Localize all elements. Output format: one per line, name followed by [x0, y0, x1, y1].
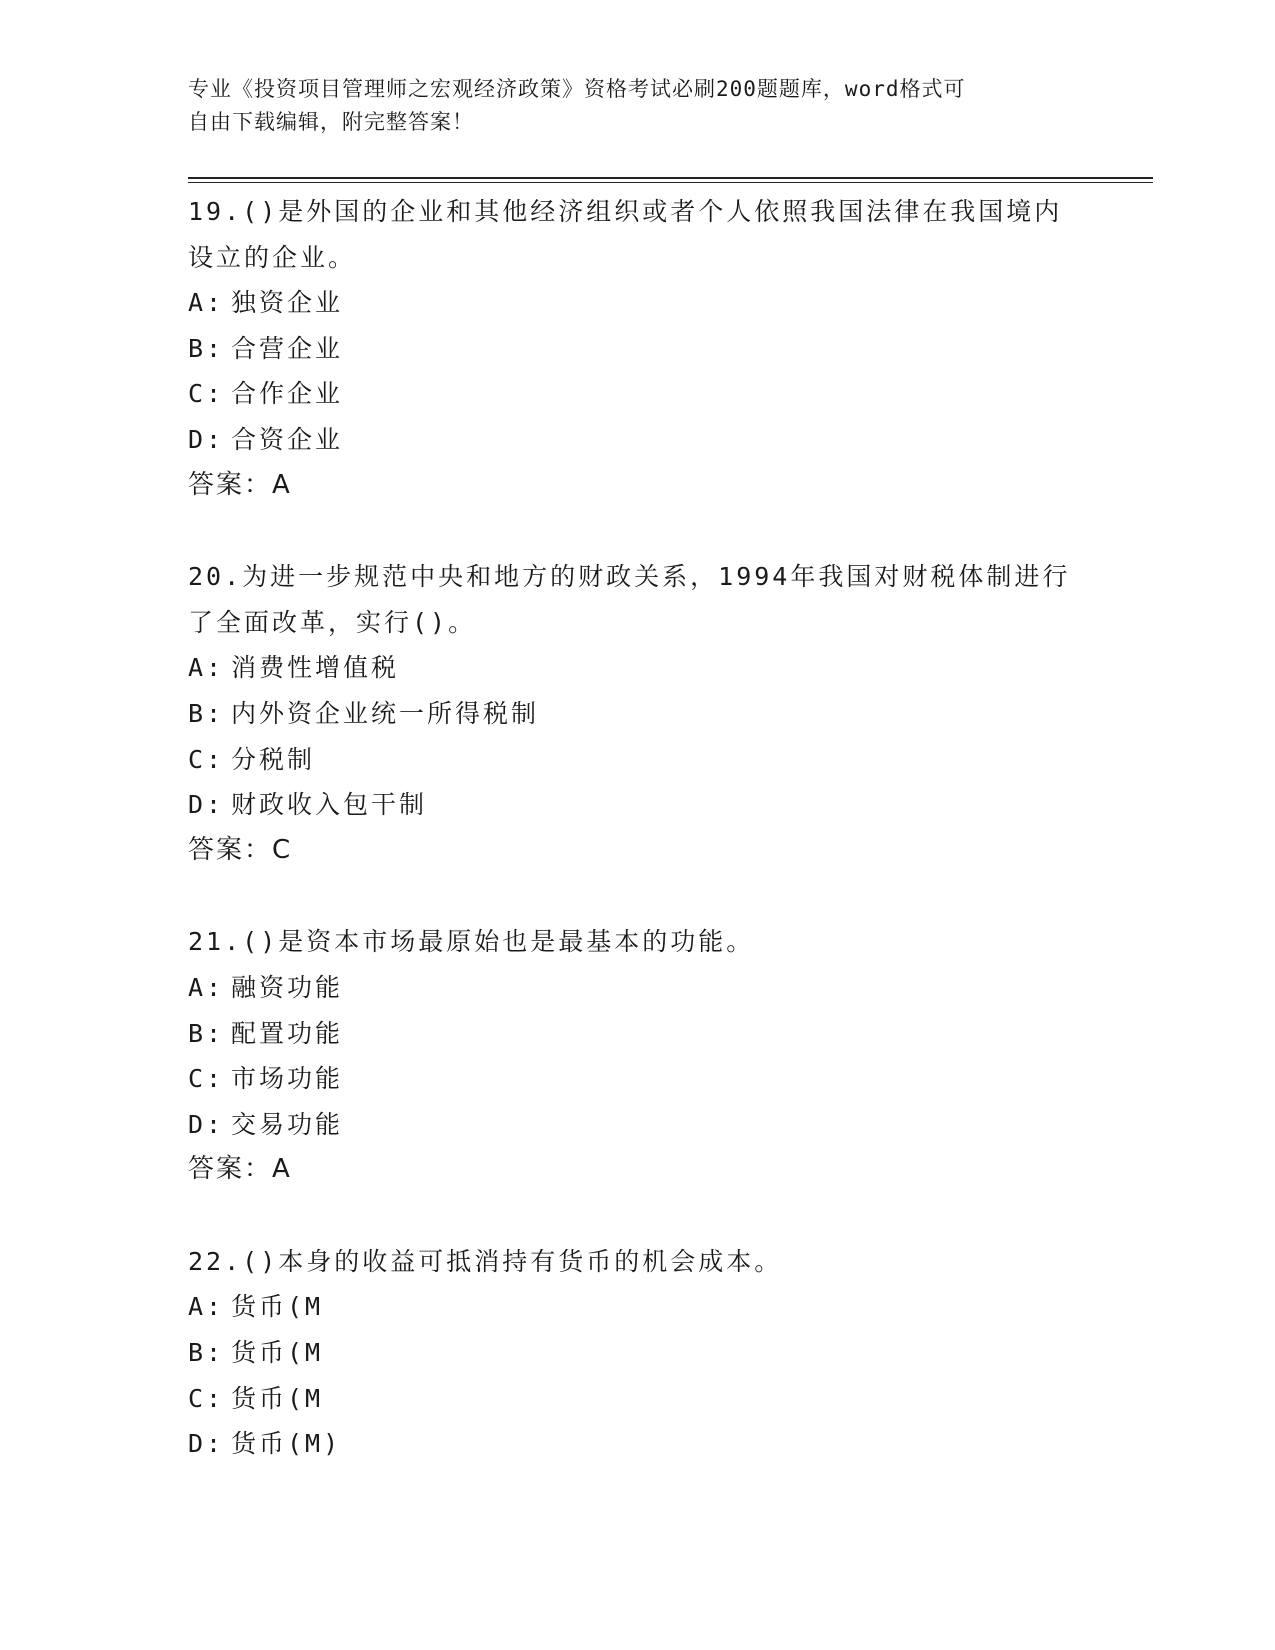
question-stem-line-2: 了全面改革，实行()。: [188, 607, 477, 637]
option-text: 货币(M: [231, 1383, 324, 1413]
option-text: 合作企业: [231, 379, 344, 409]
option-text: 货币(M: [231, 1292, 324, 1322]
header-line-2: 自由下载编辑，附完整答案！: [188, 110, 474, 134]
option-b: [188, 1011, 1088, 1057]
option-text: 合营企业: [231, 333, 344, 363]
option-text: 货币(M): [231, 1429, 342, 1459]
header-line-1: 专业《投资项目管理师之宏观经济政策》资格考试必刷200题题库，word格式可: [188, 77, 966, 101]
header-divider-thick: [188, 177, 1153, 179]
answer-line: 答案：A: [188, 469, 292, 500]
option-b: [188, 1330, 1088, 1376]
option-letter: C:: [188, 1064, 225, 1094]
option-d: [188, 782, 1088, 828]
question-stem-line-1: 21.()是资本市场最原始也是最基本的功能。: [188, 927, 755, 957]
option-c: [188, 1056, 1088, 1102]
option-c: [188, 1376, 1088, 1422]
option-text: 交易功能: [231, 1109, 344, 1139]
option-b: [188, 691, 1088, 737]
answer-line: 答案：A: [188, 1154, 292, 1185]
option-a: [188, 280, 1088, 326]
question-21: [188, 919, 1088, 1193]
option-letter: C:: [188, 1383, 225, 1413]
option-b: [188, 326, 1088, 372]
question-stem-line-1: 22.()本身的收益可抵消持有货币的机会成本。: [188, 1246, 783, 1276]
option-a: [188, 1284, 1088, 1330]
question-stem-line-1: 19.()是外国的企业和其他经济组织或者个人依照我国法律在我国境内: [188, 197, 1063, 226]
option-letter: D:: [188, 424, 225, 454]
answer-line: 答案：C: [188, 834, 293, 865]
option-letter: B:: [188, 1018, 225, 1048]
question-stem-line-2: 设立的企业。: [188, 242, 357, 272]
option-text: 消费性增值税: [231, 653, 400, 683]
option-c: [188, 371, 1088, 417]
question-19: [188, 189, 1088, 508]
option-text: 独资企业: [231, 288, 344, 318]
option-letter: A:: [188, 1292, 225, 1322]
option-letter: B:: [188, 333, 225, 363]
option-text: 融资功能: [231, 972, 344, 1002]
document-header: [188, 73, 1068, 139]
option-text: 财政收入包干制: [231, 790, 428, 820]
option-text: 内外资企业统一所得税制: [231, 698, 540, 728]
option-d: [188, 1102, 1088, 1148]
option-letter: C:: [188, 379, 225, 409]
option-letter: A:: [188, 972, 225, 1002]
option-text: 市场功能: [231, 1064, 344, 1094]
question-list: [188, 189, 1088, 1513]
option-text: 分税制: [231, 744, 316, 774]
option-text: 合资企业: [231, 424, 344, 454]
question-20: [188, 554, 1088, 873]
option-d: [188, 1421, 1088, 1467]
option-text: 配置功能: [231, 1018, 344, 1048]
option-letter: D:: [188, 790, 225, 820]
option-c: [188, 737, 1088, 783]
option-letter: A:: [188, 653, 225, 683]
option-letter: B:: [188, 698, 225, 728]
option-letter: C:: [188, 744, 225, 774]
option-letter: D:: [188, 1429, 225, 1459]
option-a: [188, 645, 1088, 691]
option-d: [188, 417, 1088, 463]
option-a: [188, 965, 1088, 1011]
question-stem-line-1: 20.为进一步规范中央和地方的财政关系，1994年我国对财税体制进行: [188, 562, 1071, 592]
header-divider-thin: [188, 182, 1153, 183]
question-22: [188, 1239, 1088, 1467]
option-letter: A:: [188, 288, 225, 318]
option-text: 货币(M: [231, 1338, 324, 1368]
option-letter: B:: [188, 1338, 225, 1368]
option-letter: D:: [188, 1109, 225, 1139]
